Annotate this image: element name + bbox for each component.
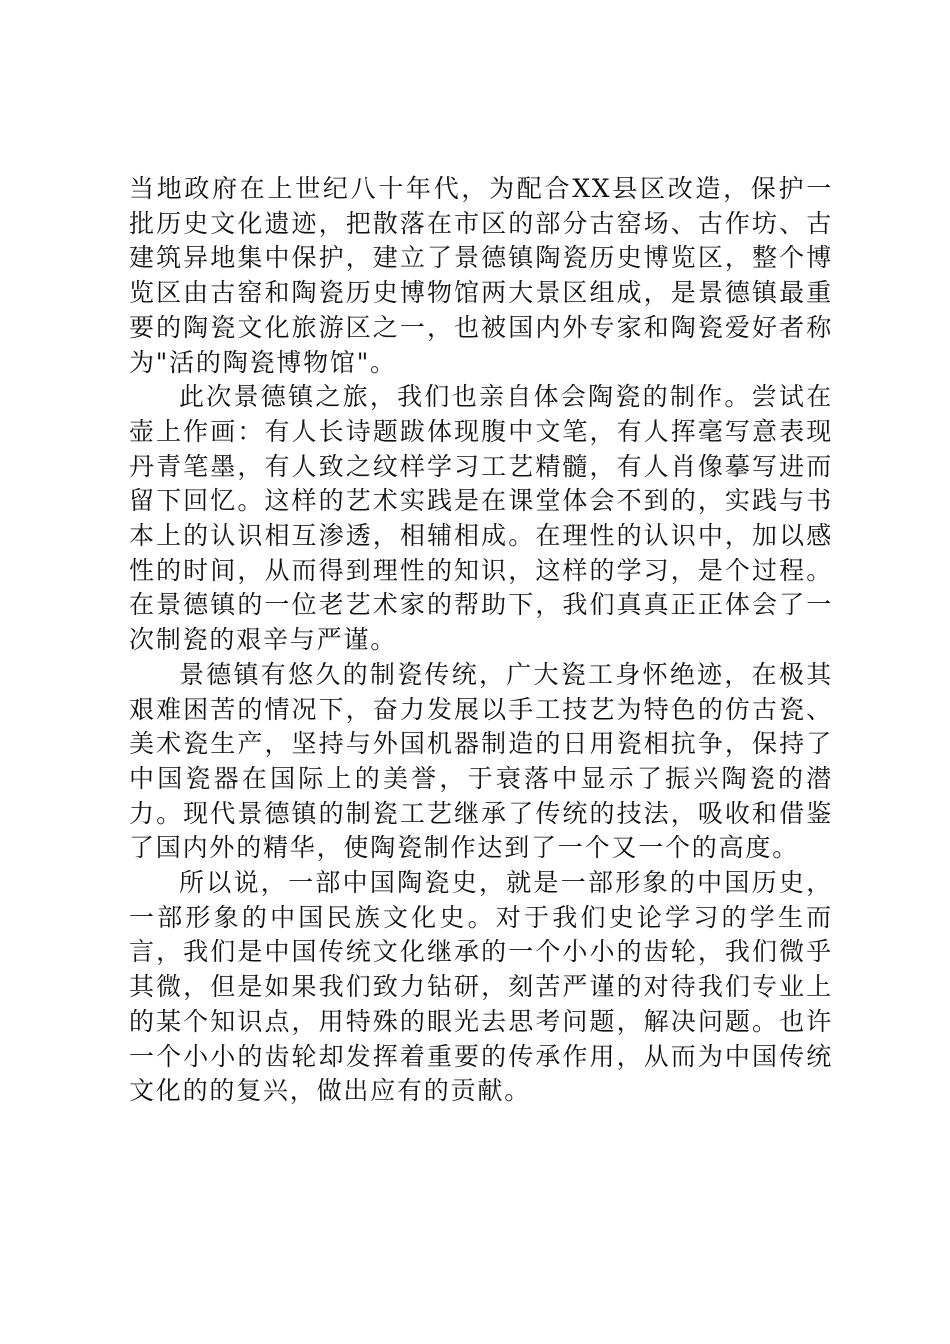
body-text [129,172,833,1109]
paragraph-1: 当地政府在上世纪八十年代，为配合XX县区改造，保护一批历史文化遗迹，把散落在市区的部分古窑场、古作坊、古建筑异地集中保护，建立了景德镇陶瓷历史博览区，整个博览区由古窑和陶瓷历史博物馆两大景区组成，是景德镇最重要的陶瓷文化旅游区之一，也被国内外专家和陶瓷爱好者称为"活的陶瓷博物馆"。 [129,174,833,377]
paragraph-3: 景德镇有悠久的制瓷传统，广大瓷工身怀绝迹，在极其艰难困苦的情况下，奋力发展以手工技艺为特色的仿古瓷、美术瓷生产，坚持与外国机器制造的日用瓷相抗争，保持了中国瓷器在国际上的美誉，于衰落中显示了振兴陶瓷的潜力。现代景德镇的制瓷工艺继承了传统的技法，吸收和借鉴了国内外的精华，使陶瓷制作达到了一个又一个的高度。 [129,659,833,863]
paragraph-4: 所以说，一部中国陶瓷史，就是一部形象的中国历史，一部形象的中国民族文化史。对于我们史论学习的学生而言，我们是中国传统文化继承的一个小小的齿轮，我们微乎其微，但是如果我们致力钻研，刻苦严谨的对待我们专业上的某个知识点，用特殊的眼光去思考问题，解决问题。也许一个小小的齿轮却发挥着重要的传承作用，从而为中国传统文化的的复兴，做出应有的贡献。 [129,868,833,1106]
paragraph-2: 此次景德镇之旅，我们也亲自体会陶瓷的制作。尝试在壶上作画：有人长诗题跋体现腹中文笔，有人挥毫写意表现丹青笔墨，有人致之纹样学习工艺精髓，有人肖像摹写进而留下回忆。这样的艺术实践是在课堂体会不到的，实践与书本上的认识相互渗透，相辅相成。在理性的认识中，加以感性的时间，从而得到理性的知识，这样的学习，是个过程。在景德镇的一位老艺术家的帮助下，我们真真正正体会了一次制瓷的艰辛与严谨。 [129,382,833,655]
